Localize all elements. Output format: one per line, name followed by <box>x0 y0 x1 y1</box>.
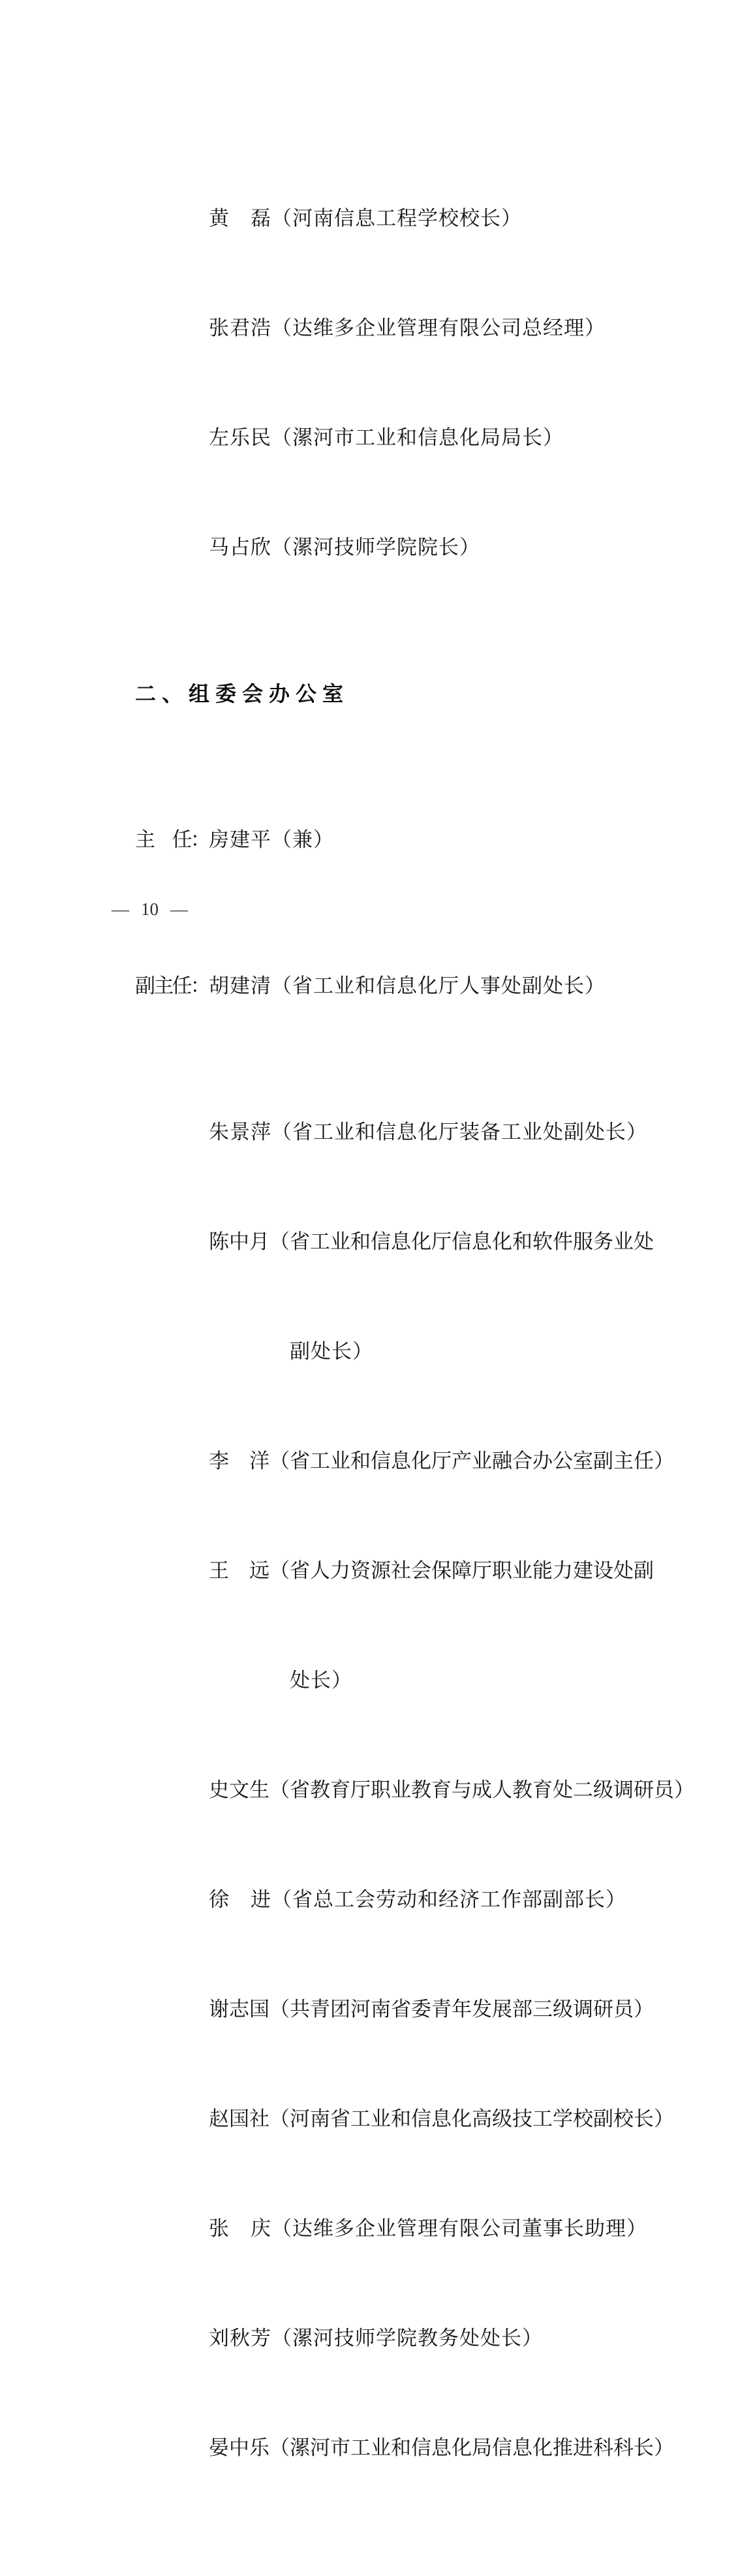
deputy-entry: 谢志国（共青团河南省委青年发展部三级调研员） <box>209 1998 654 2021</box>
deputy-entry: 赵国社（河南省工业和信息化高级技工学校副校长） <box>209 2107 674 2130</box>
director-value: 房建平（兼） <box>209 828 334 851</box>
footer-dash-left: — <box>112 899 129 919</box>
deputy-entry-continuation: 处长） <box>290 1669 352 1692</box>
deputy-entry: 李 洋（省工业和信息化厅产业融合办公室副主任） <box>209 1450 674 1472</box>
footer-dash-right: — <box>170 899 188 919</box>
deputy-entry: 陈中月（省工业和信息化厅信息化和软件服务业处 <box>209 1230 654 1253</box>
member-entry: 张君浩（达维多企业管理有限公司总经理） <box>209 317 606 339</box>
member-entry: 左乐民（漯河市工业和信息化局局长） <box>209 426 564 449</box>
section-heading: 二、组委会办公室 <box>135 682 350 706</box>
deputy-entry: 朱景萍（省工业和信息化厅装备工业处副处长） <box>209 1121 647 1143</box>
director-label: 主 任： <box>135 828 209 851</box>
page-number: 10 <box>141 899 159 919</box>
page-footer <box>112 899 188 919</box>
document-body <box>0 91 738 2576</box>
deputy-director-row <box>0 968 738 1004</box>
deputy-entry-continuation: 副处长） <box>290 1340 373 1363</box>
deputy-entry: 王 远（省人力资源社会保障厅职业能力建设处副 <box>209 1559 654 1582</box>
member-entry: 马占欣（漯河技师学院院长） <box>209 536 480 559</box>
deputy-entry: 胡建清（省工业和信息化厅人事处副处长） <box>209 974 606 997</box>
deputy-entry: 徐 进（省总工会劳动和经济工作部副部长） <box>209 1888 626 1911</box>
deputy-entry: 张 庆（达维多企业管理有限公司董事长助理） <box>209 2217 647 2240</box>
deputy-entry: 晏中乐（漯河市工业和信息化局信息化推进科科长） <box>209 2436 674 2459</box>
member-entry: 黄 磊（河南信息工程学校校长） <box>209 207 522 230</box>
deputy-entry: 刘秋芳（漯河技师学院教务处处长） <box>209 2327 543 2350</box>
deputy-director-label: 副主任： <box>135 974 209 997</box>
deputy-entry: 史文生（省教育厅职业教育与成人教育处二级调研员） <box>209 1778 694 1801</box>
director-row <box>0 822 738 858</box>
